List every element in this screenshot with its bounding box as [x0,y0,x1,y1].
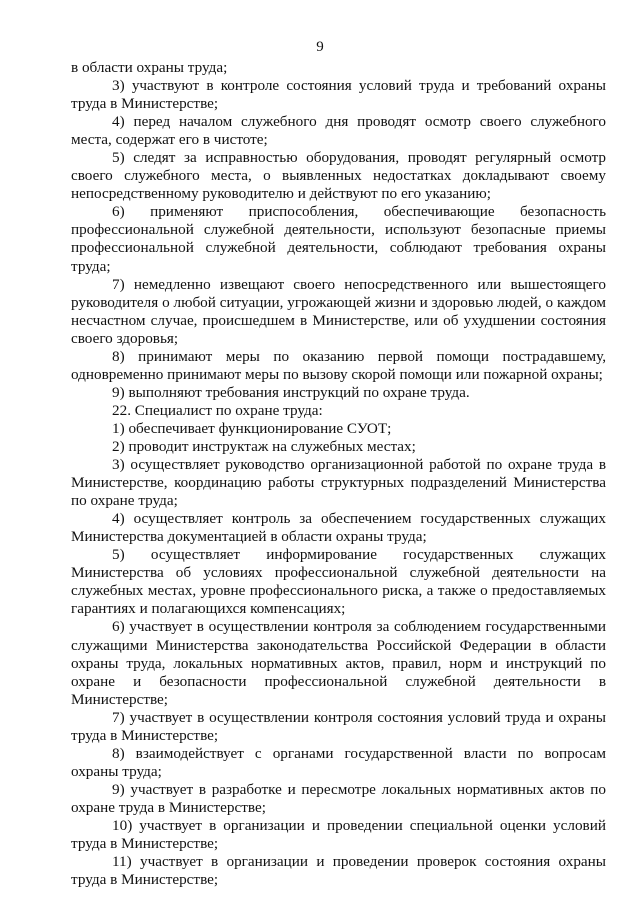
paragraph-22-item-10: 10) участвует в организации и проведении специальной оценки условий труда в Министерстве; [71,816,606,853]
paragraph-22-item-6: 6) участвует в осуществлении контроля за соблюдением государственными служащими Министерства законодательства Российской Федерации в области охраны труда, локальных нормативных актов, правил, норм и инструкций по охране и безопасности профессиональной служебной деятельности в Министерстве; [71,618,606,708]
paragraph-22-item-2: 2) проводит инструктаж на служебных местах; [112,437,416,455]
paragraph-22-item-8: 8) взаимодействует с органами государственной власти по вопросам охраны труда; [71,744,606,780]
paragraph-continuation: в области охраны труда; [71,59,228,76]
paragraph-22-item-11: 11) участвует в организации и проведении проверок состояния охраны труда в Министерстве; [71,853,606,889]
section-heading-22: 22. Специалист по охране труда: [112,401,323,419]
paragraph-item-4: 4) перед началом служебного дня проводят осмотр своего служебного места, содержат его в чистоте; [71,113,606,149]
paragraph-item-5: 5) следят за исправностью оборудования, проводят регулярный осмотр своего служебного места, о выявленных недостатках докладывают своему непосредственному руководителю и действуют по его указанию; [71,149,606,203]
paragraph-22-item-7: 7) участвует в осуществлении контроля состояния условий труда и охраны труда в Министерстве; [71,708,606,744]
paragraph-item-6: 6) применяют приспособления, обеспечивающие безопасность профессиональной служебной деятельности, используют безопасные приемы профессиональной служебной деятельности, соблюдают требования охраны труда; [71,203,606,275]
page-number: 9 [316,39,324,55]
paragraph-item-7: 7) немедленно извещают своего непосредственного или вышестоящего руководителя о любой ситуации, угрожающей жизни и здоровью людей, о каждом несчастном случае, происшедшем в Министерстве, или об ухудшении состояния своего здоровья; [71,275,606,347]
paragraph-item-3: 3) участвуют в контроле состояния условий труда и требований охраны труда в Министерстве; [71,77,606,113]
paragraph-item-9: 9) выполняют требования инструкций по охране труда. [112,383,470,401]
document-body [71,59,606,889]
paragraph-22-item-5: 5) осуществляет информирование государственных служащих Министерства об условиях профессиональной служебной деятельности на служебных местах, уровне профессионального риска, а также о предоставляемых гарантиях и полагающихся компенсациях; [71,546,606,618]
paragraph-22-item-3: 3) осуществляет руководство организационной работой по охране труда в Министерстве, координацию работы структурных подразделений Министерства по охране труда; [71,456,606,510]
paragraph-22-item-1: 1) обеспечивает функционирование СУОТ; [112,419,392,437]
paragraph-22-item-9: 9) участвует в разработке и пересмотре локальных нормативных актов по охране труда в Министерстве; [71,780,606,816]
paragraph-22-item-4: 4) осуществляет контроль за обеспечением государственных служащих Министерства документацией в области охраны труда; [71,510,606,546]
paragraph-item-8: 8) принимают меры по оказанию первой помощи пострадавшему, одновременно принимают меры по вызову скорой помощи или пожарной охраны; [71,347,606,383]
